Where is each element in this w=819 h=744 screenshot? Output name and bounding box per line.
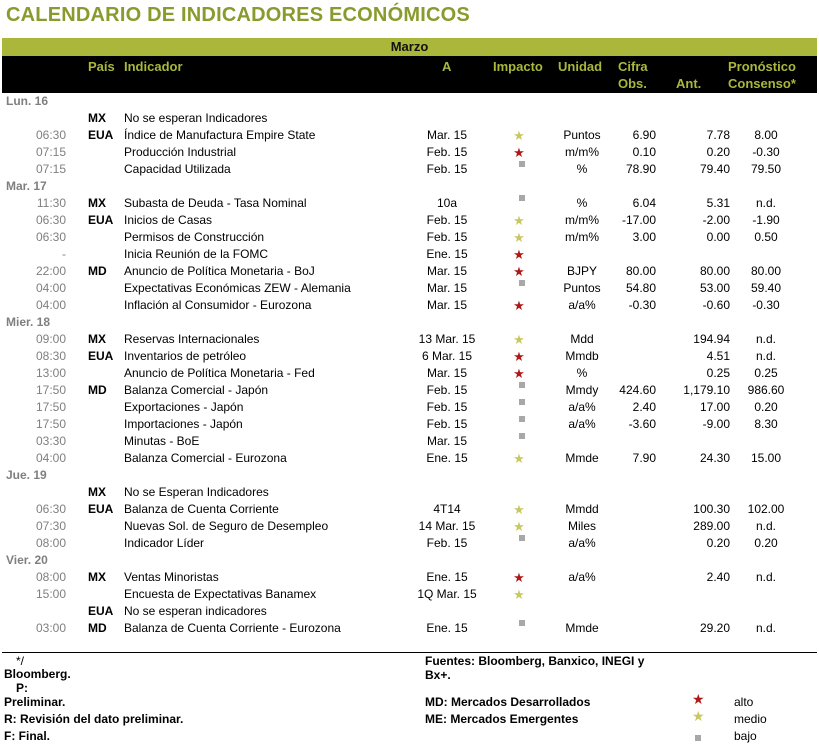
table-row bbox=[2, 450, 817, 467]
table-row bbox=[2, 297, 817, 314]
cell-periodo: Feb. 15 bbox=[426, 400, 468, 414]
impact-medium-star-icon: ★ bbox=[513, 587, 525, 602]
cell-pronostico: 0.20 bbox=[754, 536, 778, 550]
footer-fuentes-1: Fuentes: Bloomberg, Banxico, INEGI y bbox=[425, 654, 645, 668]
cell-anterior: 1,179.10 bbox=[683, 383, 730, 397]
cell-unidad: BJPY bbox=[566, 264, 597, 278]
day-header-row bbox=[2, 93, 817, 110]
cell-cifra-obs: 54.80 bbox=[625, 281, 656, 295]
cell-pronostico: -0.30 bbox=[752, 298, 780, 312]
header-indicador: Indicador bbox=[124, 59, 183, 74]
header-impacto: Impacto bbox=[493, 59, 543, 74]
table-row bbox=[2, 144, 817, 161]
cell-cifra-obs: 7.90 bbox=[632, 451, 656, 465]
cell-unidad: a/a% bbox=[568, 400, 596, 414]
cell-cifra-obs: 3.00 bbox=[632, 230, 656, 244]
cell-unidad: Mmdd bbox=[565, 502, 599, 516]
table-row bbox=[2, 127, 817, 144]
cell-time: 08:30 bbox=[35, 349, 66, 363]
cell-anterior: 0.25 bbox=[706, 366, 730, 380]
cell-anterior: 79.40 bbox=[699, 162, 730, 176]
table-row bbox=[2, 569, 817, 586]
table-row bbox=[2, 195, 817, 212]
cell-pais: EUA bbox=[88, 604, 114, 618]
cell-cifra-obs: -17.00 bbox=[621, 213, 656, 227]
cell-periodo: 13 Mar. 15 bbox=[418, 332, 476, 346]
legend-medio-icon: ★ bbox=[692, 708, 705, 724]
day-header-row bbox=[2, 467, 817, 484]
cell-pais: MX bbox=[88, 485, 106, 499]
cell-time: 22:00 bbox=[35, 264, 66, 278]
cell-time: 17:50 bbox=[35, 400, 66, 414]
legend-medio-label: medio bbox=[734, 712, 767, 726]
cell-unidad: Puntos bbox=[563, 281, 601, 295]
cell-anterior: 2.40 bbox=[706, 570, 730, 584]
cell-time: 06:30 bbox=[35, 128, 66, 142]
cell-pronostico: 8.00 bbox=[754, 128, 778, 142]
cell-cifra-obs: 78.90 bbox=[625, 162, 656, 176]
cell-time: 06:30 bbox=[35, 213, 66, 227]
cell-pronostico: 0.25 bbox=[754, 366, 778, 380]
table-row bbox=[2, 535, 817, 552]
cell-indicador: Anuncio de Política Monetaria - Fed bbox=[124, 366, 315, 380]
cell-time: 13:00 bbox=[35, 366, 66, 380]
table-row bbox=[2, 586, 817, 603]
cell-pais: MX bbox=[88, 111, 106, 125]
cell-periodo: Feb. 15 bbox=[426, 213, 468, 227]
header-pais: País bbox=[88, 59, 115, 74]
footer-final: F: Final. bbox=[4, 729, 50, 743]
footer-md: MD: Mercados Desarrollados bbox=[425, 695, 591, 709]
table-row bbox=[2, 603, 817, 620]
cell-time: 06:30 bbox=[35, 502, 66, 516]
cell-periodo: Mar. 15 bbox=[426, 128, 468, 142]
cell-pronostico: 0.50 bbox=[754, 230, 778, 244]
impact-high-star-icon: ★ bbox=[513, 264, 525, 279]
cell-time: 17:50 bbox=[35, 417, 66, 431]
cell-unidad: Miles bbox=[567, 519, 596, 533]
table-row bbox=[2, 484, 817, 501]
day-label: Jue. 19 bbox=[6, 468, 47, 482]
cell-time: 17:50 bbox=[35, 383, 66, 397]
cell-indicador: No se esperan indicadores bbox=[124, 604, 267, 618]
table-row bbox=[2, 399, 817, 416]
cell-periodo: Feb. 15 bbox=[426, 230, 468, 244]
header-a: A bbox=[442, 59, 452, 74]
table-row bbox=[2, 348, 817, 365]
cell-periodo: Ene. 15 bbox=[426, 451, 468, 465]
cell-anterior: 194.94 bbox=[693, 332, 730, 346]
day-label: Mier. 18 bbox=[6, 315, 51, 329]
cell-periodo: Feb. 15 bbox=[426, 383, 468, 397]
cell-anterior: 29.20 bbox=[699, 621, 730, 635]
cell-indicador: Anuncio de Política Monetaria - BoJ bbox=[124, 264, 315, 278]
cell-unidad: Mmdy bbox=[565, 383, 599, 397]
table-row bbox=[2, 246, 817, 263]
cell-cifra-obs: -3.60 bbox=[628, 417, 656, 431]
day-header-row bbox=[2, 178, 817, 195]
cell-indicador: Balanza de Cuenta Corriente bbox=[124, 502, 279, 516]
cell-time: 11:30 bbox=[36, 196, 66, 210]
cell-anterior: 100.30 bbox=[693, 502, 730, 516]
impact-high-star-icon: ★ bbox=[513, 145, 525, 160]
header-obs: Obs. bbox=[618, 76, 647, 91]
cell-pronostico: -0.30 bbox=[752, 145, 780, 159]
cell-indicador: Exportaciones - Japón bbox=[124, 400, 244, 414]
cell-pais: MD bbox=[88, 383, 107, 397]
table-row bbox=[2, 416, 817, 433]
impact-medium-star-icon: ★ bbox=[513, 519, 525, 534]
cell-anterior: -9.00 bbox=[702, 417, 730, 431]
cell-indicador: Inicia Reunión de la FOMC bbox=[124, 247, 269, 261]
header-unidad: Unidad bbox=[558, 59, 603, 74]
cell-cifra-obs: 2.40 bbox=[632, 400, 656, 414]
cell-anterior: 0.20 bbox=[706, 536, 730, 550]
impact-high-star-icon: ★ bbox=[513, 247, 525, 262]
impact-medium-star-icon: ★ bbox=[513, 451, 525, 466]
cell-time: 15:00 bbox=[35, 587, 66, 601]
table-row bbox=[2, 331, 817, 348]
cell-cifra-obs: 80.00 bbox=[625, 264, 656, 278]
cell-unidad: a/a% bbox=[568, 417, 596, 431]
cell-pais: EUA bbox=[88, 502, 114, 516]
cell-pronostico: n.d. bbox=[755, 621, 776, 635]
cell-periodo: Mar. 15 bbox=[426, 366, 468, 380]
impact-medium-star-icon: ★ bbox=[513, 502, 525, 517]
cell-anterior: 17.00 bbox=[699, 400, 730, 414]
table-row bbox=[2, 433, 817, 450]
cell-pronostico: 15.00 bbox=[750, 451, 782, 465]
cell-time: 08:00 bbox=[35, 536, 66, 550]
cell-unidad: a/a% bbox=[568, 570, 596, 584]
day-header-row bbox=[2, 314, 817, 331]
cell-pronostico: n.d. bbox=[755, 519, 776, 533]
cell-anterior: 53.00 bbox=[699, 281, 730, 295]
cell-anterior: -0.60 bbox=[702, 298, 730, 312]
cell-anterior: 7.78 bbox=[706, 128, 730, 142]
cell-pais: EUA bbox=[88, 213, 114, 227]
month-bar: Marzo bbox=[2, 38, 817, 56]
header-pronostico: Pronóstico bbox=[728, 59, 796, 74]
header-ant: Ant. bbox=[676, 76, 702, 91]
impact-medium-star-icon: ★ bbox=[513, 213, 525, 228]
cell-time: 08:00 bbox=[35, 570, 66, 584]
cell-indicador: Ventas Minoristas bbox=[124, 570, 219, 584]
cell-pais: MX bbox=[88, 196, 106, 210]
cell-periodo: Ene. 15 bbox=[426, 570, 468, 584]
cell-pronostico: 80.00 bbox=[750, 264, 782, 278]
cell-periodo: Feb. 15 bbox=[426, 145, 468, 159]
table-body bbox=[2, 93, 817, 637]
page-title: CALENDARIO DE INDICADORES ECONÓMICOS bbox=[6, 4, 470, 26]
cell-pais: MX bbox=[88, 332, 106, 346]
cell-indicador: Expectativas Económicas ZEW - Alemania bbox=[124, 281, 351, 295]
cell-anterior: -2.00 bbox=[702, 213, 730, 227]
cell-periodo: 10a bbox=[436, 196, 458, 210]
table-header bbox=[2, 56, 817, 93]
cell-periodo: Mar. 15 bbox=[426, 298, 468, 312]
cell-unidad: a/a% bbox=[568, 536, 596, 550]
cell-unidad: Mdd bbox=[570, 332, 594, 346]
cell-periodo: Mar. 15 bbox=[426, 434, 468, 448]
cell-time: 04:00 bbox=[35, 451, 66, 465]
footer-me: ME: Mercados Emergentes bbox=[425, 712, 579, 726]
cell-indicador: Producción Industrial bbox=[124, 145, 237, 159]
cell-anterior: 4.51 bbox=[706, 349, 730, 363]
cell-anterior: 80.00 bbox=[699, 264, 730, 278]
cell-indicador: Balanza Comercial - Japón bbox=[124, 383, 269, 397]
cell-periodo: 4T14 bbox=[433, 502, 461, 516]
cell-time: 03:00 bbox=[35, 621, 66, 635]
cell-anterior: 5.31 bbox=[706, 196, 730, 210]
impact-medium-star-icon: ★ bbox=[513, 230, 525, 245]
cell-pronostico: 59.40 bbox=[750, 281, 782, 295]
table-row bbox=[2, 229, 817, 246]
cell-periodo: Feb. 15 bbox=[426, 417, 468, 431]
cell-indicador: Minutas - BoE bbox=[124, 434, 200, 448]
cell-anterior: 0.00 bbox=[706, 230, 730, 244]
cell-time: 03:30 bbox=[35, 434, 66, 448]
footer-preliminar: Preliminar. bbox=[4, 695, 66, 709]
footer-note-star: */ bbox=[16, 654, 25, 668]
cell-pronostico: -1.90 bbox=[752, 213, 780, 227]
cell-pronostico: n.d. bbox=[755, 196, 776, 210]
cell-indicador: Balanza Comercial - Eurozona bbox=[124, 451, 287, 465]
cell-indicador: Inicios de Casas bbox=[124, 213, 213, 227]
cell-periodo: 14 Mar. 15 bbox=[418, 519, 476, 533]
footer-p: P: bbox=[16, 681, 28, 695]
cell-indicador: Indicador Líder bbox=[124, 536, 205, 550]
cell-periodo: Ene. 15 bbox=[426, 247, 468, 261]
legend-alto-label: alto bbox=[734, 695, 754, 709]
cell-unidad: a/a% bbox=[568, 298, 596, 312]
cell-time: 07:30 bbox=[35, 519, 66, 533]
cell-indicador: Nuevas Sol. de Seguro de Desempleo bbox=[124, 519, 329, 533]
cell-periodo: Feb. 15 bbox=[426, 536, 468, 550]
table-row bbox=[2, 280, 817, 297]
cell-periodo: 1Q Mar. 15 bbox=[417, 587, 477, 601]
cell-pronostico: 8.30 bbox=[754, 417, 778, 431]
cell-pais: MX bbox=[88, 570, 106, 584]
day-label: Lun. 16 bbox=[6, 94, 49, 108]
cell-cifra-obs: 424.60 bbox=[619, 383, 656, 397]
cell-pais: MD bbox=[88, 264, 107, 278]
cell-indicador: Importaciones - Japón bbox=[124, 417, 243, 431]
table-row bbox=[2, 365, 817, 382]
cell-pronostico: 986.60 bbox=[747, 383, 785, 397]
footer-revision: R: Revisión del dato preliminar. bbox=[4, 712, 184, 726]
cell-time: 09:00 bbox=[35, 332, 66, 346]
cell-pronostico: n.d. bbox=[755, 570, 776, 584]
impact-medium-star-icon: ★ bbox=[513, 128, 525, 143]
cell-pais: EUA bbox=[88, 128, 114, 142]
table-row bbox=[2, 620, 817, 637]
header-consenso: Consenso* bbox=[728, 76, 796, 91]
cell-indicador: Encuesta de Expectativas Banamex bbox=[124, 587, 317, 601]
cell-indicador: No se Esperan Indicadores bbox=[124, 485, 269, 499]
table-row bbox=[2, 501, 817, 518]
day-label: Vier. 20 bbox=[6, 553, 48, 567]
cell-unidad: % bbox=[576, 366, 588, 380]
cell-pronostico: 102.00 bbox=[747, 502, 785, 516]
cell-time: 04:00 bbox=[35, 281, 66, 295]
cell-periodo: Mar. 15 bbox=[426, 281, 468, 295]
cell-periodo: 6 Mar. 15 bbox=[421, 349, 473, 363]
cell-indicador: Subasta de Deuda - Tasa Nominal bbox=[124, 196, 307, 210]
impact-high-star-icon: ★ bbox=[513, 298, 525, 313]
cell-pronostico: n.d. bbox=[755, 349, 776, 363]
cell-indicador: Índice de Manufactura Empire State bbox=[124, 128, 316, 142]
impact-medium-star-icon: ★ bbox=[513, 332, 525, 347]
cell-indicador: Balanza de Cuenta Corriente - Eurozona bbox=[124, 621, 341, 635]
cell-unidad: m/m% bbox=[565, 213, 599, 227]
cell-pronostico: n.d. bbox=[755, 332, 776, 346]
cell-anterior: 289.00 bbox=[693, 519, 730, 533]
legend-bajo-icon bbox=[695, 730, 701, 744]
cell-time: 06:30 bbox=[35, 230, 66, 244]
cell-time: 07:15 bbox=[35, 162, 66, 176]
cell-periodo: Mar. 15 bbox=[426, 264, 468, 278]
cell-unidad: % bbox=[576, 196, 588, 210]
cell-unidad: Mmdb bbox=[565, 349, 599, 363]
table-row bbox=[2, 212, 817, 229]
cell-pais: MD bbox=[88, 621, 107, 635]
table-row bbox=[2, 263, 817, 280]
cell-unidad: m/m% bbox=[565, 230, 599, 244]
cell-indicador: Permisos de Construcción bbox=[124, 230, 265, 244]
impact-high-star-icon: ★ bbox=[513, 349, 525, 364]
cell-time: 04:00 bbox=[35, 298, 66, 312]
cell-cifra-obs: 6.04 bbox=[632, 196, 656, 210]
cell-unidad: Mmde bbox=[565, 451, 599, 465]
cell-indicador: No se esperan Indicadores bbox=[124, 111, 268, 125]
cell-unidad: Puntos bbox=[563, 128, 601, 142]
cell-unidad: % bbox=[576, 162, 588, 176]
cell-cifra-obs: 0.10 bbox=[632, 145, 656, 159]
footer-bloomberg: Bloomberg. bbox=[4, 667, 71, 681]
table-row bbox=[2, 518, 817, 535]
cell-time: 07:15 bbox=[35, 145, 66, 159]
cell-anterior: 24.30 bbox=[699, 451, 730, 465]
legend-bajo-label: bajo bbox=[734, 729, 757, 743]
table-row bbox=[2, 382, 817, 399]
impact-high-star-icon: ★ bbox=[513, 570, 525, 585]
cell-cifra-obs: -0.30 bbox=[628, 298, 656, 312]
legend-alto-icon: ★ bbox=[692, 691, 705, 707]
cell-pronostico: 79.50 bbox=[750, 162, 782, 176]
table-row bbox=[2, 110, 817, 127]
cell-pronostico: 0.20 bbox=[754, 400, 778, 414]
footer-divider bbox=[2, 652, 817, 653]
cell-pais: EUA bbox=[88, 349, 114, 363]
cell-indicador: Capacidad Utilizada bbox=[124, 162, 231, 176]
cell-indicador: Inflación al Consumidor - Eurozona bbox=[124, 298, 312, 312]
cell-indicador: Inventarios de petróleo bbox=[124, 349, 247, 363]
cell-periodo: Feb. 15 bbox=[426, 162, 468, 176]
cell-indicador: Reservas Internacionales bbox=[124, 332, 260, 346]
cell-unidad: m/m% bbox=[565, 145, 599, 159]
cell-anterior: 0.20 bbox=[706, 145, 730, 159]
day-header-row bbox=[2, 552, 817, 569]
impact-high-star-icon: ★ bbox=[513, 366, 525, 381]
header-cifra: Cifra bbox=[618, 59, 648, 74]
cell-periodo: Ene. 15 bbox=[426, 621, 468, 635]
cell-cifra-obs: 6.90 bbox=[632, 128, 656, 142]
table-row bbox=[2, 161, 817, 178]
cell-time: - bbox=[62, 247, 66, 261]
cell-unidad: Mmde bbox=[565, 621, 599, 635]
day-label: Mar. 17 bbox=[6, 179, 47, 193]
footer-fuentes-2: Bx+. bbox=[425, 668, 451, 682]
